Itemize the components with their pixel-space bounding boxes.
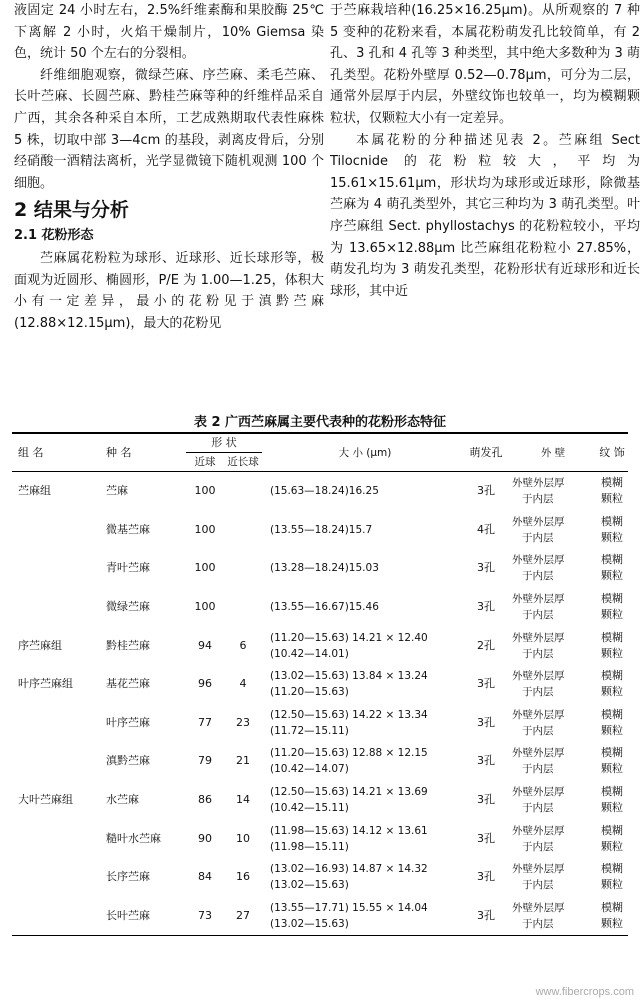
ornament-cell: 模糊颗粒 [601,514,623,544]
prolate-percent-cell [224,549,262,588]
species-cell: 微基苎麻 [106,522,150,536]
ornament-cell: 模糊颗粒 [601,746,623,776]
prolate-percent-cell: 27 [224,897,262,936]
size-main: (15.63—18.24)16.25 [270,485,379,498]
header-species: 种 名 [96,433,186,472]
size-cell [262,897,462,936]
header-exine: 外 壁 [510,433,596,472]
size-main: (11.20—15.63) 12.88 × 12.15 [270,747,428,760]
table-caption: 表 2 广西苎麻属主要代表种的花粉形态特征 [193,415,447,430]
exine-line2: 于内层 [522,840,554,853]
group-cell [12,742,96,781]
exine-line1: 外壁外层厚 [512,786,565,799]
header-size: 大 小 (μm) [262,433,462,472]
exine-line2: 于内层 [522,802,554,815]
size-range: (11.72—15.11) [270,724,349,737]
size-cell [262,665,462,704]
prolate-percent-cell: 14 [236,793,250,807]
size-cell [262,549,462,588]
aperture-cell: 3孔 [477,870,495,884]
species-cell: 苎麻 [106,484,128,498]
size-main: (11.20—15.63) 14.21 × 12.40 [270,631,428,644]
exine-cell [510,549,596,588]
size-cell [262,819,462,858]
exine-cell [510,781,596,820]
table-row [12,819,628,858]
size-range: (13.02—15.63) [270,917,349,930]
spherical-percent-cell: 84 [198,870,212,884]
size-cell [262,858,462,897]
group-cell [12,819,96,858]
aperture-cell: 3孔 [477,831,495,845]
species-cell: 长叶苎麻 [96,897,186,936]
prolate-percent-cell: 16 [236,870,250,884]
header-ornament: 纹 饰 [596,433,628,472]
prolate-percent-cell: 23 [236,715,250,729]
exine-line2: 于内层 [522,609,554,622]
exine-cell [510,704,596,743]
size-range: (10.42—14.07) [270,763,349,776]
exine-line1: 外壁外层厚 [512,477,565,490]
size-main: (13.02—16.93) 14.87 × 14.32 [270,863,428,876]
table-row [12,588,628,627]
size-range: (13.02—15.63) [270,879,349,892]
ornament-cell: 模糊颗粒 [601,707,623,737]
prolate-percent-cell [224,472,262,511]
spherical-percent-cell: 73 [186,897,224,936]
header-shape: 形 状 [186,433,262,453]
aperture-cell: 3孔 [477,561,495,575]
size-cell [262,588,462,627]
size-main: (13.55—18.24)15.7 [270,523,373,536]
subsection-heading: 2.1 花粉形态 [14,228,94,244]
exine-line1: 外壁外层厚 [512,554,565,567]
group-cell: 苎麻组 [18,484,51,498]
exine-cell [510,588,596,627]
spherical-percent-cell: 90 [198,831,212,845]
species-cell: 滇黔苎麻 [106,754,150,768]
header-prolate: 近长球 [224,453,262,472]
exine-line2: 于内层 [522,570,554,583]
header-spherical: 近球 [186,453,224,472]
table-row [12,472,628,511]
size-range: (11.20—15.63) [270,686,349,699]
right-column [330,0,640,302]
spherical-percent-cell: 100 [194,600,216,614]
group-cell: 大叶苎麻组 [18,793,73,807]
spherical-percent-cell: 96 [198,677,212,691]
spherical-percent-cell: 100 [194,522,216,536]
size-cell [262,781,462,820]
spherical-percent-cell: 79 [198,754,212,768]
exine-cell [510,742,596,781]
size-main: (13.28—18.24)15.03 [270,562,379,575]
aperture-cell: 2孔 [477,638,495,652]
species-cell: 糙叶水苎麻 [106,831,161,845]
exine-line1: 外壁外层厚 [512,670,565,683]
paragraph: 苎麻属花粉粒为球形、近球形、近长球形等，极面观为近圆形、椭圆形，P/E 为 1.00—1.25，体积大小有一定差异，最小的花粉见于滇黔苎麻(12.88×12.15μm)，最大的花粉见 [14,250,324,331]
group-cell: 叶序苎麻组 [18,677,73,691]
exine-line2: 于内层 [522,763,554,776]
prolate-percent-cell: 4 [239,677,247,691]
aperture-cell: 3孔 [462,897,510,936]
group-cell [12,511,96,550]
exine-line2: 于内层 [522,879,554,892]
size-cell [262,626,462,665]
table-row [12,858,628,897]
exine-line1: 外壁外层厚 [512,515,565,528]
left-column [14,0,324,334]
size-range: (11.98—15.11) [270,840,349,853]
exine-cell [510,858,596,897]
exine-line1: 外壁外层厚 [512,863,565,876]
group-cell [12,858,96,897]
prolate-percent-cell: 6 [239,638,247,652]
exine-line2: 于内层 [522,531,554,544]
spherical-percent-cell: 94 [198,638,212,652]
exine-line1: 外壁外层厚 [512,824,565,837]
spherical-percent-cell: 77 [198,715,212,729]
size-main: (13.55—16.67)15.46 [270,601,379,614]
ornament-cell: 模糊颗粒 [601,823,623,853]
exine-line2: 于内层 [522,647,554,660]
size-range: (10.42—15.11) [270,802,349,815]
section-heading: 2 结果与分析 [14,199,129,222]
watermark: www.fibercrops.com [535,986,634,998]
prolate-percent-cell [224,511,262,550]
species-cell: 叶序苎麻 [106,715,150,729]
paragraph: 液固定 24 小时左右，2.5%纤维素酶和果胶酶 25℃下离解 2 小时，火焰干燥制片，10% Giemsa 染色，统计 50 个左右的分裂相。 [14,3,324,62]
size-main: (12.50—15.63) 14.21 × 13.69 [270,786,428,799]
group-cell [12,549,96,588]
exine-line1: 外壁外层厚 [512,593,565,606]
aperture-cell: 3孔 [477,677,495,691]
table-row [12,626,628,665]
ornament-cell: 模糊颗粒 [601,592,623,622]
aperture-cell: 3孔 [477,715,495,729]
species-cell: 长序苎麻 [106,870,150,884]
group-cell [12,897,96,936]
exine-line2: 于内层 [522,686,554,699]
ornament-cell: 模糊颗粒 [601,476,623,506]
aperture-cell: 4孔 [477,522,495,536]
group-cell: 序苎麻组 [18,638,62,652]
exine-line2: 于内层 [522,917,554,930]
group-cell [12,704,96,743]
exine-line1: 外壁外层厚 [512,708,565,721]
ornament-cell: 模糊颗粒 [601,630,623,660]
prolate-percent-cell: 10 [236,831,250,845]
table-row [12,781,628,820]
spherical-percent-cell: 100 [194,484,216,498]
ornament-cell: 模糊颗粒 [601,785,623,815]
size-main: (11.98—15.63) 14.12 × 13.61 [270,824,428,837]
header-aperture: 萌发孔 [462,433,510,472]
species-cell: 微绿苎麻 [106,600,150,614]
exine-line2: 于内层 [522,493,554,506]
table-row [12,704,628,743]
prolate-percent-cell: 21 [236,754,250,768]
size-range: (10.42—14.01) [270,647,349,660]
ornament-cell: 模糊颗粒 [601,669,623,699]
prolate-percent-cell [224,588,262,627]
table-row [12,665,628,704]
size-main: (13.55—17.71) 15.55 × 14.04 [270,901,428,914]
exine-line1: 外壁外层厚 [512,901,565,914]
spherical-percent-cell: 100 [194,561,216,575]
header-group: 组 名 [12,433,96,472]
group-cell [12,588,96,627]
ornament-cell: 模糊颗粒 [596,897,628,936]
paragraph: 纤维细胞观察，微绿苎麻、序苎麻、柔毛苎麻、长叶苎麻、长圆苎麻、黔桂苎麻等种的纤维样品采自广西，其余各种采自本所，工艺成熟期取代表性麻株 5 株，切取中部 3—4cm 的基段，剥离皮骨后，分别经硝酸一酒精法离析，光学显微镜下随机观测 100 个细胞。 [14,67,324,191]
exine-line2: 于内层 [522,724,554,737]
aperture-cell: 3孔 [477,600,495,614]
pollen-table [12,432,628,936]
exine-cell [510,511,596,550]
species-cell: 黔桂苎麻 [106,638,150,652]
ornament-cell: 模糊颗粒 [601,862,623,892]
table-row [12,549,628,588]
size-cell [262,704,462,743]
exine-cell [510,897,596,936]
spherical-percent-cell: 86 [198,793,212,807]
exine-line1: 外壁外层厚 [512,747,565,760]
size-main: (12.50—15.63) 14.22 × 13.34 [270,708,428,721]
table-row [12,897,628,936]
exine-cell [510,626,596,665]
species-cell: 青叶苎麻 [106,561,150,575]
exine-cell [510,472,596,511]
size-cell [262,511,462,550]
size-cell [262,742,462,781]
exine-line1: 外壁外层厚 [512,631,565,644]
paragraph: 本属花粉的分种描述见表 2。苎麻组 Sect Tilocnide 的花粉粒较大，平均为 15.61×15.61μm，形状均为球形或近球形，除微基苎麻为 4 萌孔类型外，其它三种均为 3 萌孔类型。叶序苎麻组 Sect. phyllostachys 的花粉粒较小，平均为 13.65×12.88μm 比苎麻组花粉粒小 27.85%，萌发孔均为 3 萌发孔类型，花粉形状有近球形和近长球形，其中近 [330,132,640,299]
aperture-cell: 3孔 [477,793,495,807]
exine-cell [510,665,596,704]
exine-cell [510,819,596,858]
ornament-cell: 模糊颗粒 [601,553,623,583]
table-row [12,742,628,781]
size-cell [262,472,462,511]
species-cell: 基花苎麻 [106,677,150,691]
table-row [12,511,628,550]
aperture-cell: 3孔 [477,484,495,498]
species-cell: 水苎麻 [106,793,139,807]
paragraph: 于苎麻栽培种(16.25×16.25μm)。从所观察的 7 种 5 变种的花粉来看，本属花粉萌发孔比较简单，有 2 孔、3 孔和 4 孔等 3 种类型，其中绝大多数种为 3 萌孔类型。花粉外壁厚 0.52—0.78μm，可分为二层，通常外层厚于内层，外壁纹饰也较单一，均为模糊颗粒状，仅颗粒大小有一定差异。 [330,3,640,126]
aperture-cell: 3孔 [477,754,495,768]
size-main: (13.02—15.63) 13.84 × 13.24 [270,670,428,683]
